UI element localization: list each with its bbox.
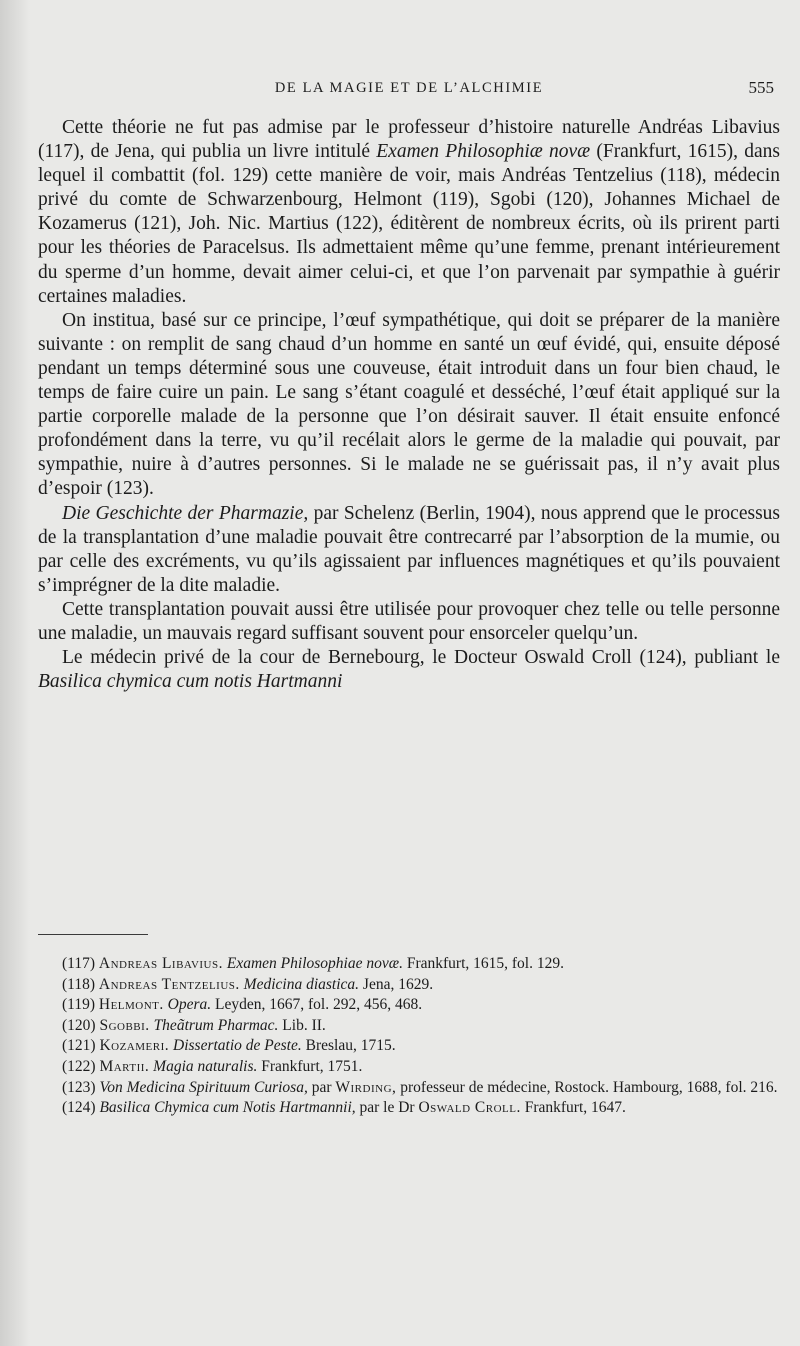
footnote-title: Theãtrum Pharmac. <box>153 1016 279 1034</box>
footnote-122 <box>38 1057 780 1078</box>
footnote-number: (118) <box>62 975 95 993</box>
footnote-118 <box>38 975 780 996</box>
footnote-detail: professeur de médecine, Rostock. Hambourg, 1688, fol. 216. <box>400 1078 778 1096</box>
footnote-number: (124) <box>62 1099 96 1117</box>
footnotes <box>38 954 780 1119</box>
footnote-title: Magia naturalis. <box>153 1057 258 1075</box>
footnote-number: (123) <box>62 1078 96 1096</box>
paragraph-1-text-b: (Frankfurt, 1615), dans lequel il combattit (fol. 129) cette manière de voir, mais Andréas Tentzelius (118), médecin privé du comte de Schwarzenbourg, Helmont (119), Sgobi (120), Johannes Michael de Kozamerus (121), Joh. Nic. Martius (122), éditèrent de nombreux écrits, où ils prirent parti pour les théories de Paracelsus. Ils admettaient même qu’une femme, prenant intérieurement du sperme d’un homme, devait aimer celui-ci, et que l’on parvenait par sympathie à guérir certaines maladies. <box>38 141 780 307</box>
footnote-number: (120) <box>62 1016 96 1034</box>
footnote-detail: Frankfurt, 1647. <box>524 1099 626 1117</box>
footnote-author: Sgobbi. <box>99 1016 150 1034</box>
footnote-connector: par le Dr <box>359 1099 415 1117</box>
footnote-detail: Leyden, 1667, fol. 292, 456, 468. <box>215 996 423 1014</box>
footnote-title: Von Medicina Spirituum Curiosa, <box>99 1078 308 1096</box>
paragraph-3-text: par Schelenz (Berlin, 1904), nous apprend que le processus de la transplantation d’une maladie pouvait être contrecarré par l’absorption de la mumie, ou par celle des excréments, vu qu’ils agissaient par influences magnétiques et qu’ils pouvaient s’imprégner de la dite maladie. <box>38 502 780 596</box>
footnote-number: (119) <box>62 996 95 1014</box>
running-head: DE LA MAGIE ET DE L’ALCHIMIE <box>274 80 544 96</box>
page-number: 555 <box>748 78 774 97</box>
footnote-connector: par <box>311 1078 332 1096</box>
footnote-number: (121) <box>62 1037 96 1055</box>
footnote-121 <box>38 1036 780 1057</box>
footnote-detail: Jena, 1629. <box>362 975 434 993</box>
footnote-title: Basilica Chymica cum Notis Hartmannii, <box>99 1099 356 1117</box>
paragraph-2: On institua, basé sur ce principe, l’œuf sympathétique, qui doit se préparer de la manière suivante : on remplit de sang chaud d’un homme en santé un œuf évidé, qui, ensuite déposé pendant un temps déterminé sous une couveuse, était introduit dans un four bien chaud, le temps de faire cuire un pain. Le sang s’étant coagulé et desséché, l’œuf était appliqué sur la partie corporelle malade de la personne que l’on désirait sauver. Il était ensuite enfoncé profondément dans la terre, vu qu’il recélait alors le germe de la maladie qui pouvait, par sympathie, nuire à d’autres personnes. Si le malade ne se guérissait pas, il n’y avait plus d’espoir (123). <box>38 309 780 500</box>
footnote-author: Andreas Tentzelius. <box>98 975 240 993</box>
footnote-detail: Frankfurt, 1751. <box>261 1057 363 1075</box>
paragraph-1-text-a: Cette théorie ne fut pas admise par le professeur d’histoire naturelle Andréas Libavius (117), de Jena, qui publia un livre intitulé <box>38 117 780 163</box>
footnote-rule <box>38 934 148 935</box>
paragraph-1 <box>38 116 780 309</box>
page-header <box>38 78 780 102</box>
paragraph-5 <box>38 646 780 694</box>
footnote-117 <box>38 954 780 975</box>
footnote-title: Medicina diastica. <box>243 975 360 993</box>
footnote-title: Opera. <box>167 996 212 1014</box>
footnote-title: Examen Philosophiae novæ. <box>226 955 403 972</box>
page-gutter-shadow <box>0 0 30 1346</box>
footnote-123 <box>38 1078 780 1099</box>
footnote-author: Oswald Croll. <box>418 1099 521 1117</box>
footnote-detail: Breslau, 1715. <box>305 1037 396 1055</box>
paragraph-5-text: Le médecin privé de la cour de Bernebourg, le Docteur Oswald Croll (124), publiant le <box>62 647 780 669</box>
book-title-basilica: Basilica chymica cum notis Hartmanni <box>38 671 343 693</box>
footnote-title: Dissertatio de Peste. <box>173 1037 302 1055</box>
footnote-120 <box>38 1016 780 1037</box>
footnote-detail: Lib. II. <box>282 1016 326 1034</box>
footnote-number: (122) <box>62 1057 96 1075</box>
footnote-author: Wirding, <box>335 1078 397 1096</box>
paragraph-4: Cette transplantation pouvait aussi être utilisée pour provoquer chez telle ou telle personne une maladie, un mauvais regard suffisant souvent pour ensorceler quelqu’un. <box>38 598 780 644</box>
paragraph-3 <box>38 502 780 598</box>
footnote-number: (117) <box>62 955 95 972</box>
body-text <box>38 116 780 694</box>
footnote-detail: Frankfurt, 1615, fol. 129. <box>406 955 564 972</box>
footnote-124 <box>38 1098 780 1119</box>
footnote-author: Helmont. <box>98 996 164 1014</box>
footnote-author: Andreas Libavius. <box>98 955 223 972</box>
book-title-geschichte: Die Geschichte der Pharmazie, <box>62 502 309 524</box>
footnote-119 <box>38 995 780 1016</box>
book-title-examen: Examen Philosophiæ novæ <box>376 141 591 163</box>
footnote-author: Martii. <box>99 1057 150 1075</box>
footnote-author: Kozameri. <box>99 1037 170 1055</box>
